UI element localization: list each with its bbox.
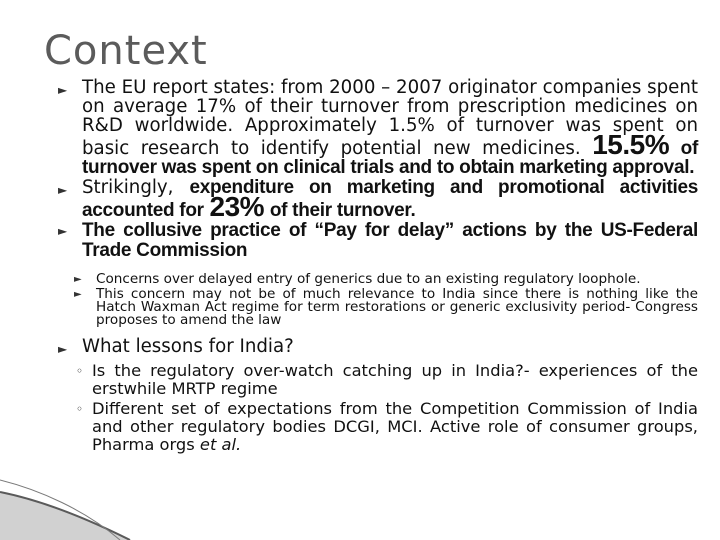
bullet-eu-report: [58, 78, 698, 177]
slide-content: [58, 78, 698, 454]
slide-title: Context: [44, 28, 208, 74]
bullet-mid: expenditure on marketing and promotional activities accounted for: [82, 177, 698, 221]
bullet-lead: Strikingly,: [82, 177, 174, 198]
arrow-bullet-icon: ►: [58, 224, 68, 238]
bullet-marketing: [58, 178, 698, 220]
bullet-tail: of turnover was spent on clinical trials and to obtain marketing approval.: [82, 138, 698, 178]
arrow-bullet-icon: ►: [58, 83, 68, 97]
arrow-bullet-icon: ►: [58, 183, 68, 197]
bullet-pay-for-delay: [58, 221, 698, 261]
arrow-bullet-icon: ►: [74, 289, 82, 300]
arrow-bullet-icon: ►: [58, 342, 68, 356]
sub-bullet-text: Different set of expectations from the Competition Commission of India and other regulatory bodies DCGI, MCI. Active role of consumer groups, Pharma orgs: [92, 399, 698, 454]
ring-bullet-icon: ◦: [76, 402, 84, 416]
sub-bullet-text: Concerns over delayed entry of generics due to an existing regulatory loophole.: [96, 271, 641, 287]
ring-bullet-icon: ◦: [76, 364, 84, 378]
sub-list: [58, 362, 698, 454]
bullet-text: The EU report states: from 2000 – 2007 originator companies spent on average 17% of their turnover from prescription medicines on R&D worldwide. Approximately 1.5% of turnover was spent on basic research to identify potential new medicines.: [82, 77, 698, 159]
highlight-value: 23%: [209, 191, 265, 222]
bullet-text: The collusive practice of “Pay for delay” actions by the US-Federal Trade Commission: [82, 220, 698, 261]
sub-bullet-etal: et al.: [199, 435, 242, 454]
sub-bullet: [58, 400, 698, 454]
decorative-swoosh: [0, 430, 140, 540]
arrow-bullet-icon: ►: [74, 274, 82, 285]
sub-bullet-text: Is the regulatory over-watch catching up in India?- experiences of the erstwhile MRTP regime: [92, 361, 698, 398]
bullet-tail: of their turnover.: [269, 200, 416, 221]
bullet-text: What lessons for India?: [82, 336, 294, 357]
sub-bullet: [58, 288, 698, 327]
sub-bullet-text: This concern may not be of much relevance to India since there is nothing like the Hatch Waxman Act regime for term restorations or generic exclusivity period- Congress proposes to amend the law: [96, 286, 698, 328]
sub-bullet: [58, 362, 698, 398]
sub-list: [58, 273, 698, 327]
sub-bullet: [58, 273, 698, 286]
highlight-value: 15.5%: [592, 129, 670, 160]
bullet-lessons: [58, 337, 698, 356]
